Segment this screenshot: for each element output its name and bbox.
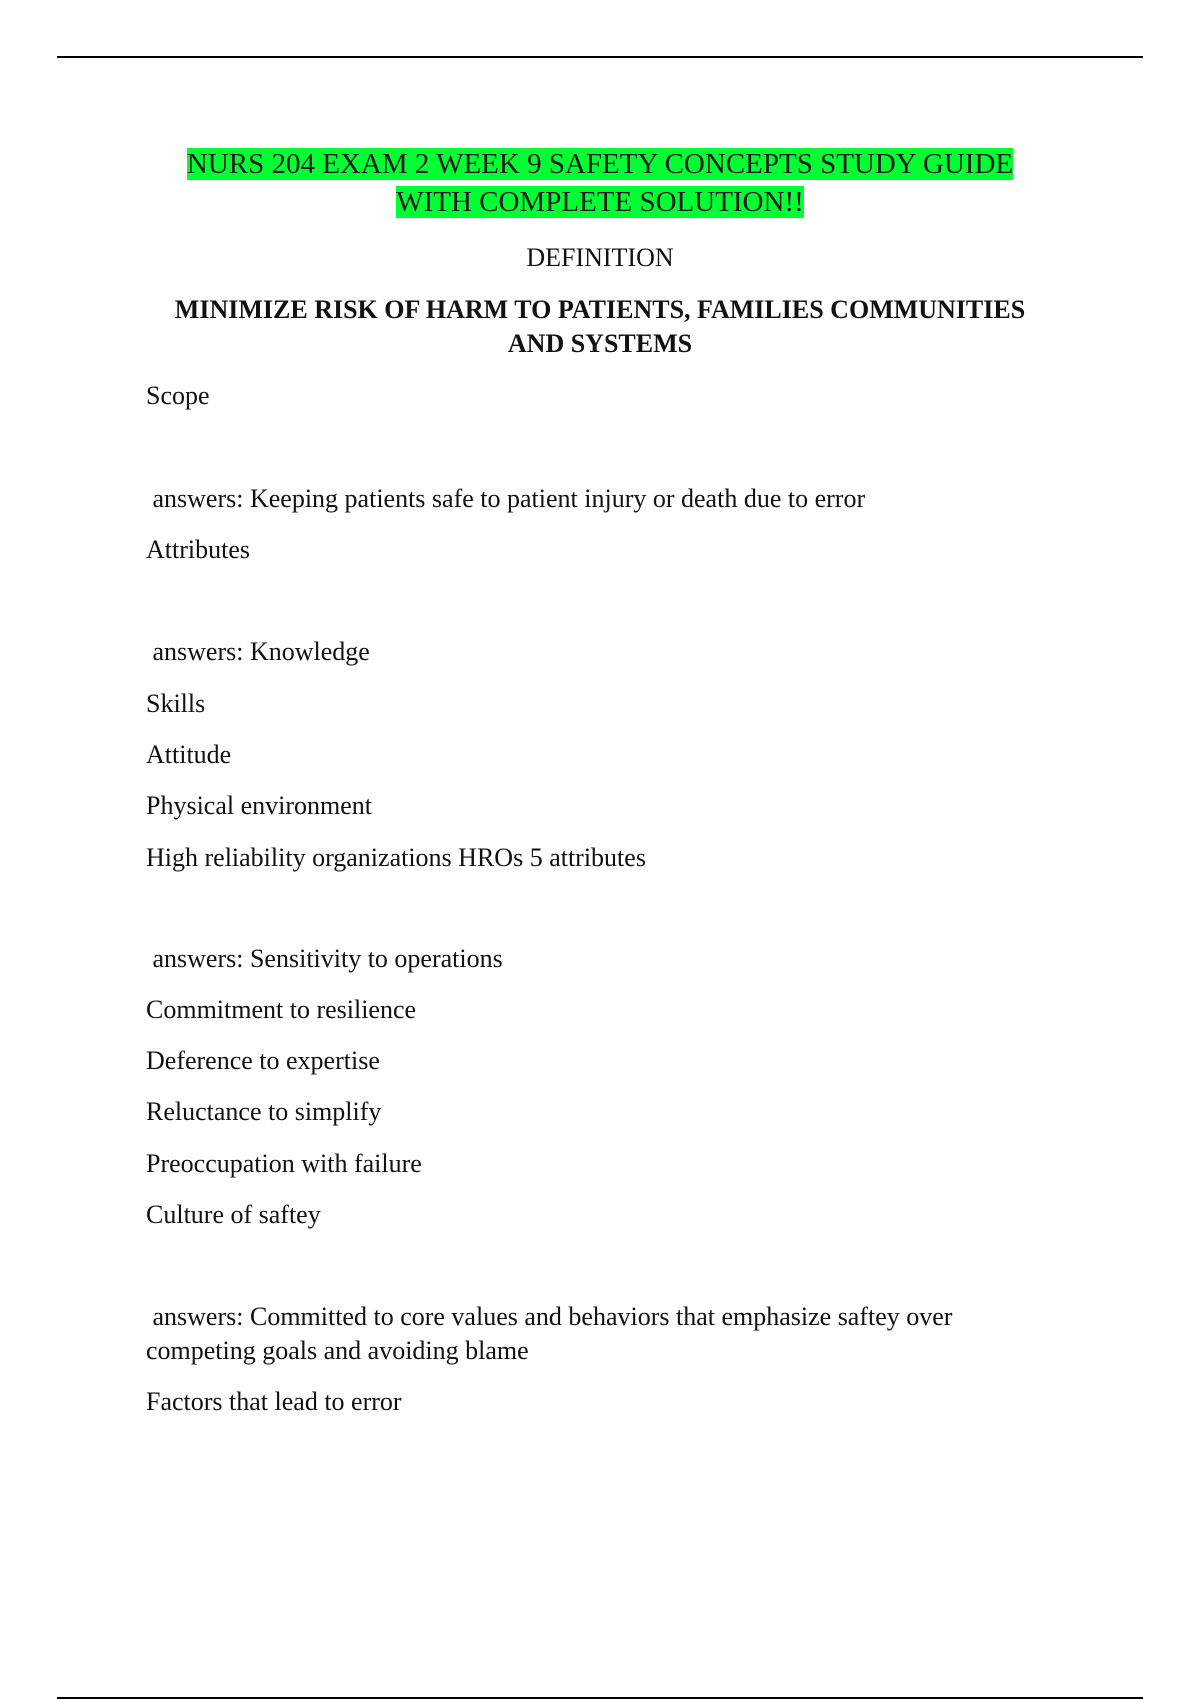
text-line-physical-environment: Physical environment: [146, 791, 373, 820]
text-line-skills: Skills: [146, 689, 206, 718]
text-line-answer: answers: Committed to core values and behaviors that emphasize saftey over: [146, 1302, 953, 1331]
text-line-attributes: Attributes: [146, 535, 250, 564]
title-line-2: WITH COMPLETE SOLUTION!!: [396, 186, 804, 218]
text-line-answer: answers: Sensitivity to operations: [146, 944, 503, 973]
text-line-answer-continued: competing goals and avoiding blame: [146, 1336, 529, 1365]
definition-label: DEFINITION: [526, 243, 674, 272]
definition-text: [0, 293, 1200, 361]
text-line-preoccupation: Preoccupation with failure: [146, 1149, 422, 1178]
text-line-scope: Scope: [146, 381, 210, 410]
text-line-hros: High reliability organizations HROs 5 attributes: [146, 843, 646, 872]
text-line-commitment: Commitment to resilience: [146, 995, 417, 1024]
text-line-answer: answers: Knowledge: [146, 637, 370, 666]
text-line-attitude: Attitude: [146, 740, 232, 769]
text-line-reluctance: Reluctance to simplify: [146, 1097, 382, 1126]
document-title: [0, 145, 1200, 221]
header-rule: [57, 56, 1143, 58]
definition-line-2: AND SYSTEMS: [507, 329, 693, 358]
text-line-deference: Deference to expertise: [146, 1046, 380, 1075]
definition-line-1: MINIMIZE RISK OF HARM TO PATIENTS, FAMILIES COMMUNITIES: [174, 295, 1026, 324]
title-line-1: NURS 204 EXAM 2 WEEK 9 SAFETY CONCEPTS STUDY GUIDE: [186, 148, 1014, 180]
footer-rule: [57, 1697, 1143, 1699]
text-line-factors: Factors that lead to error: [146, 1387, 402, 1416]
text-line-answer: answers: Keeping patients safe to patient injury or death due to error: [146, 484, 866, 513]
text-line-culture: Culture of saftey: [146, 1200, 321, 1229]
